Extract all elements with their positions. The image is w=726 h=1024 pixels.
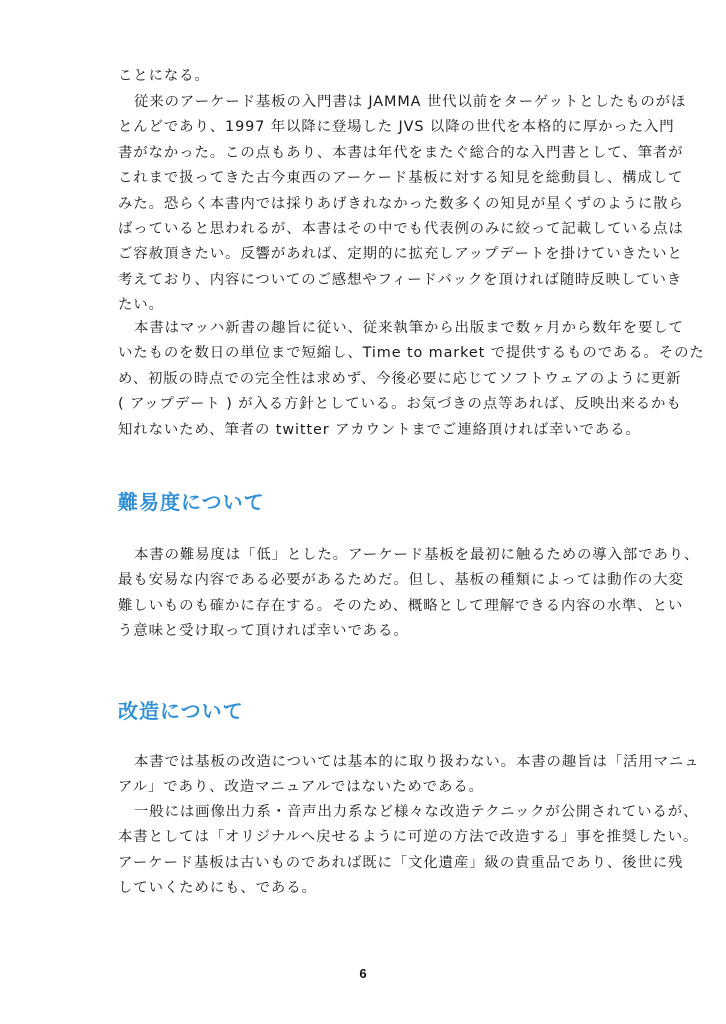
- intro-paragraph-2: [118, 316, 705, 443]
- modification-paragraph-2: [118, 800, 699, 902]
- text-line: みた。恐らく本書内では採りあげきれなかった数多くの知見が星くずのように散ら: [118, 195, 684, 212]
- text-line: め、初版の時点での完全性は求めず、今後必要に応じてソフトウェアのように更新: [118, 370, 682, 387]
- page-number: 6: [359, 966, 367, 981]
- text-line: ことになる。: [118, 68, 210, 84]
- text-line: これまで扱ってきた古今東西のアーケード基板に対する知見を総動員し、構成して: [118, 170, 684, 187]
- text-line: 本書の難易度は「低」とした。アーケード基板を最初に触るための導入部であり、: [134, 547, 700, 563]
- text-line: ばっていると思われるが、本書はその中でも代表例のみに絞って記載している点は: [118, 220, 684, 237]
- text-line: いたものを数日の単位まで短縮し、Time to market で提供するものである。そのた: [118, 345, 705, 362]
- section-heading-modification: 改造について: [118, 699, 244, 723]
- text-line: 書がなかった。この点もあり、本書は年代をまたぐ総合的な入門書として、筆者が: [118, 144, 684, 161]
- text-line: 本書としては「オリジナルへ戻せるように可逆の方法で改造する」事を推奨したい。: [118, 829, 699, 846]
- difficulty-paragraph: [118, 543, 700, 645]
- text-line: う意味と受け取って頂ければ幸いである。: [118, 623, 409, 640]
- text-line: 従来のアーケード基板の入門書は JAMMA 世代以前をターゲットとしたものがほ: [134, 94, 687, 110]
- text-line: アーケード基板は古いものであれば既に「文化遺産」級の貴重品であり、後世に残: [118, 854, 684, 871]
- text-line: とんどであり、1997 年以降に登場した JVS 以降の世代を本格的に厚かった入門: [118, 119, 675, 136]
- section-heading-difficulty: 難易度について: [118, 490, 265, 514]
- text-line: 知れないため、筆者の twitter アカウントまでご連絡頂ければ幸いである。: [118, 421, 641, 438]
- text-line: していくためにも、である。: [118, 880, 317, 897]
- modification-paragraph-1: [118, 750, 700, 801]
- text-line: 本書はマッハ新書の趣旨に従い、従来執筆から出版まで数ヶ月から数年を要して: [134, 320, 684, 336]
- intro-continuation: [118, 64, 598, 89]
- text-line: 最も安易な内容である必要があるためだ。但し、基板の種類によっては動作の大変: [118, 572, 684, 589]
- text-line: ご容赦頂きたい。反響があれば、定期的に拡充しアップデートを掛けていきたいと: [118, 246, 683, 263]
- text-line: 考えており、内容についてのご感想やフィードバックを頂ければ随時反映していき: [118, 271, 683, 288]
- text-line: 一般には画像出力系・音声出力系など様々な改造テクニックが公開されているが、: [134, 804, 699, 820]
- text-line: 難しいものも確かに存在する。そのため、概略として理解できる内容の水準、とい: [118, 597, 684, 614]
- text-line: たい。: [118, 297, 164, 314]
- text-line: ( アップデート ) が入る方針としている。お気づきの点等あれば、反映出来るかも: [118, 396, 682, 413]
- text-line: アル」であり、改造マニュアルではないためである。: [118, 779, 484, 796]
- intro-paragraph-1: [118, 90, 687, 319]
- text-line: 本書では基板の改造については基本的に取り扱わない。本書の趣旨は「活用マニュ: [134, 754, 700, 770]
